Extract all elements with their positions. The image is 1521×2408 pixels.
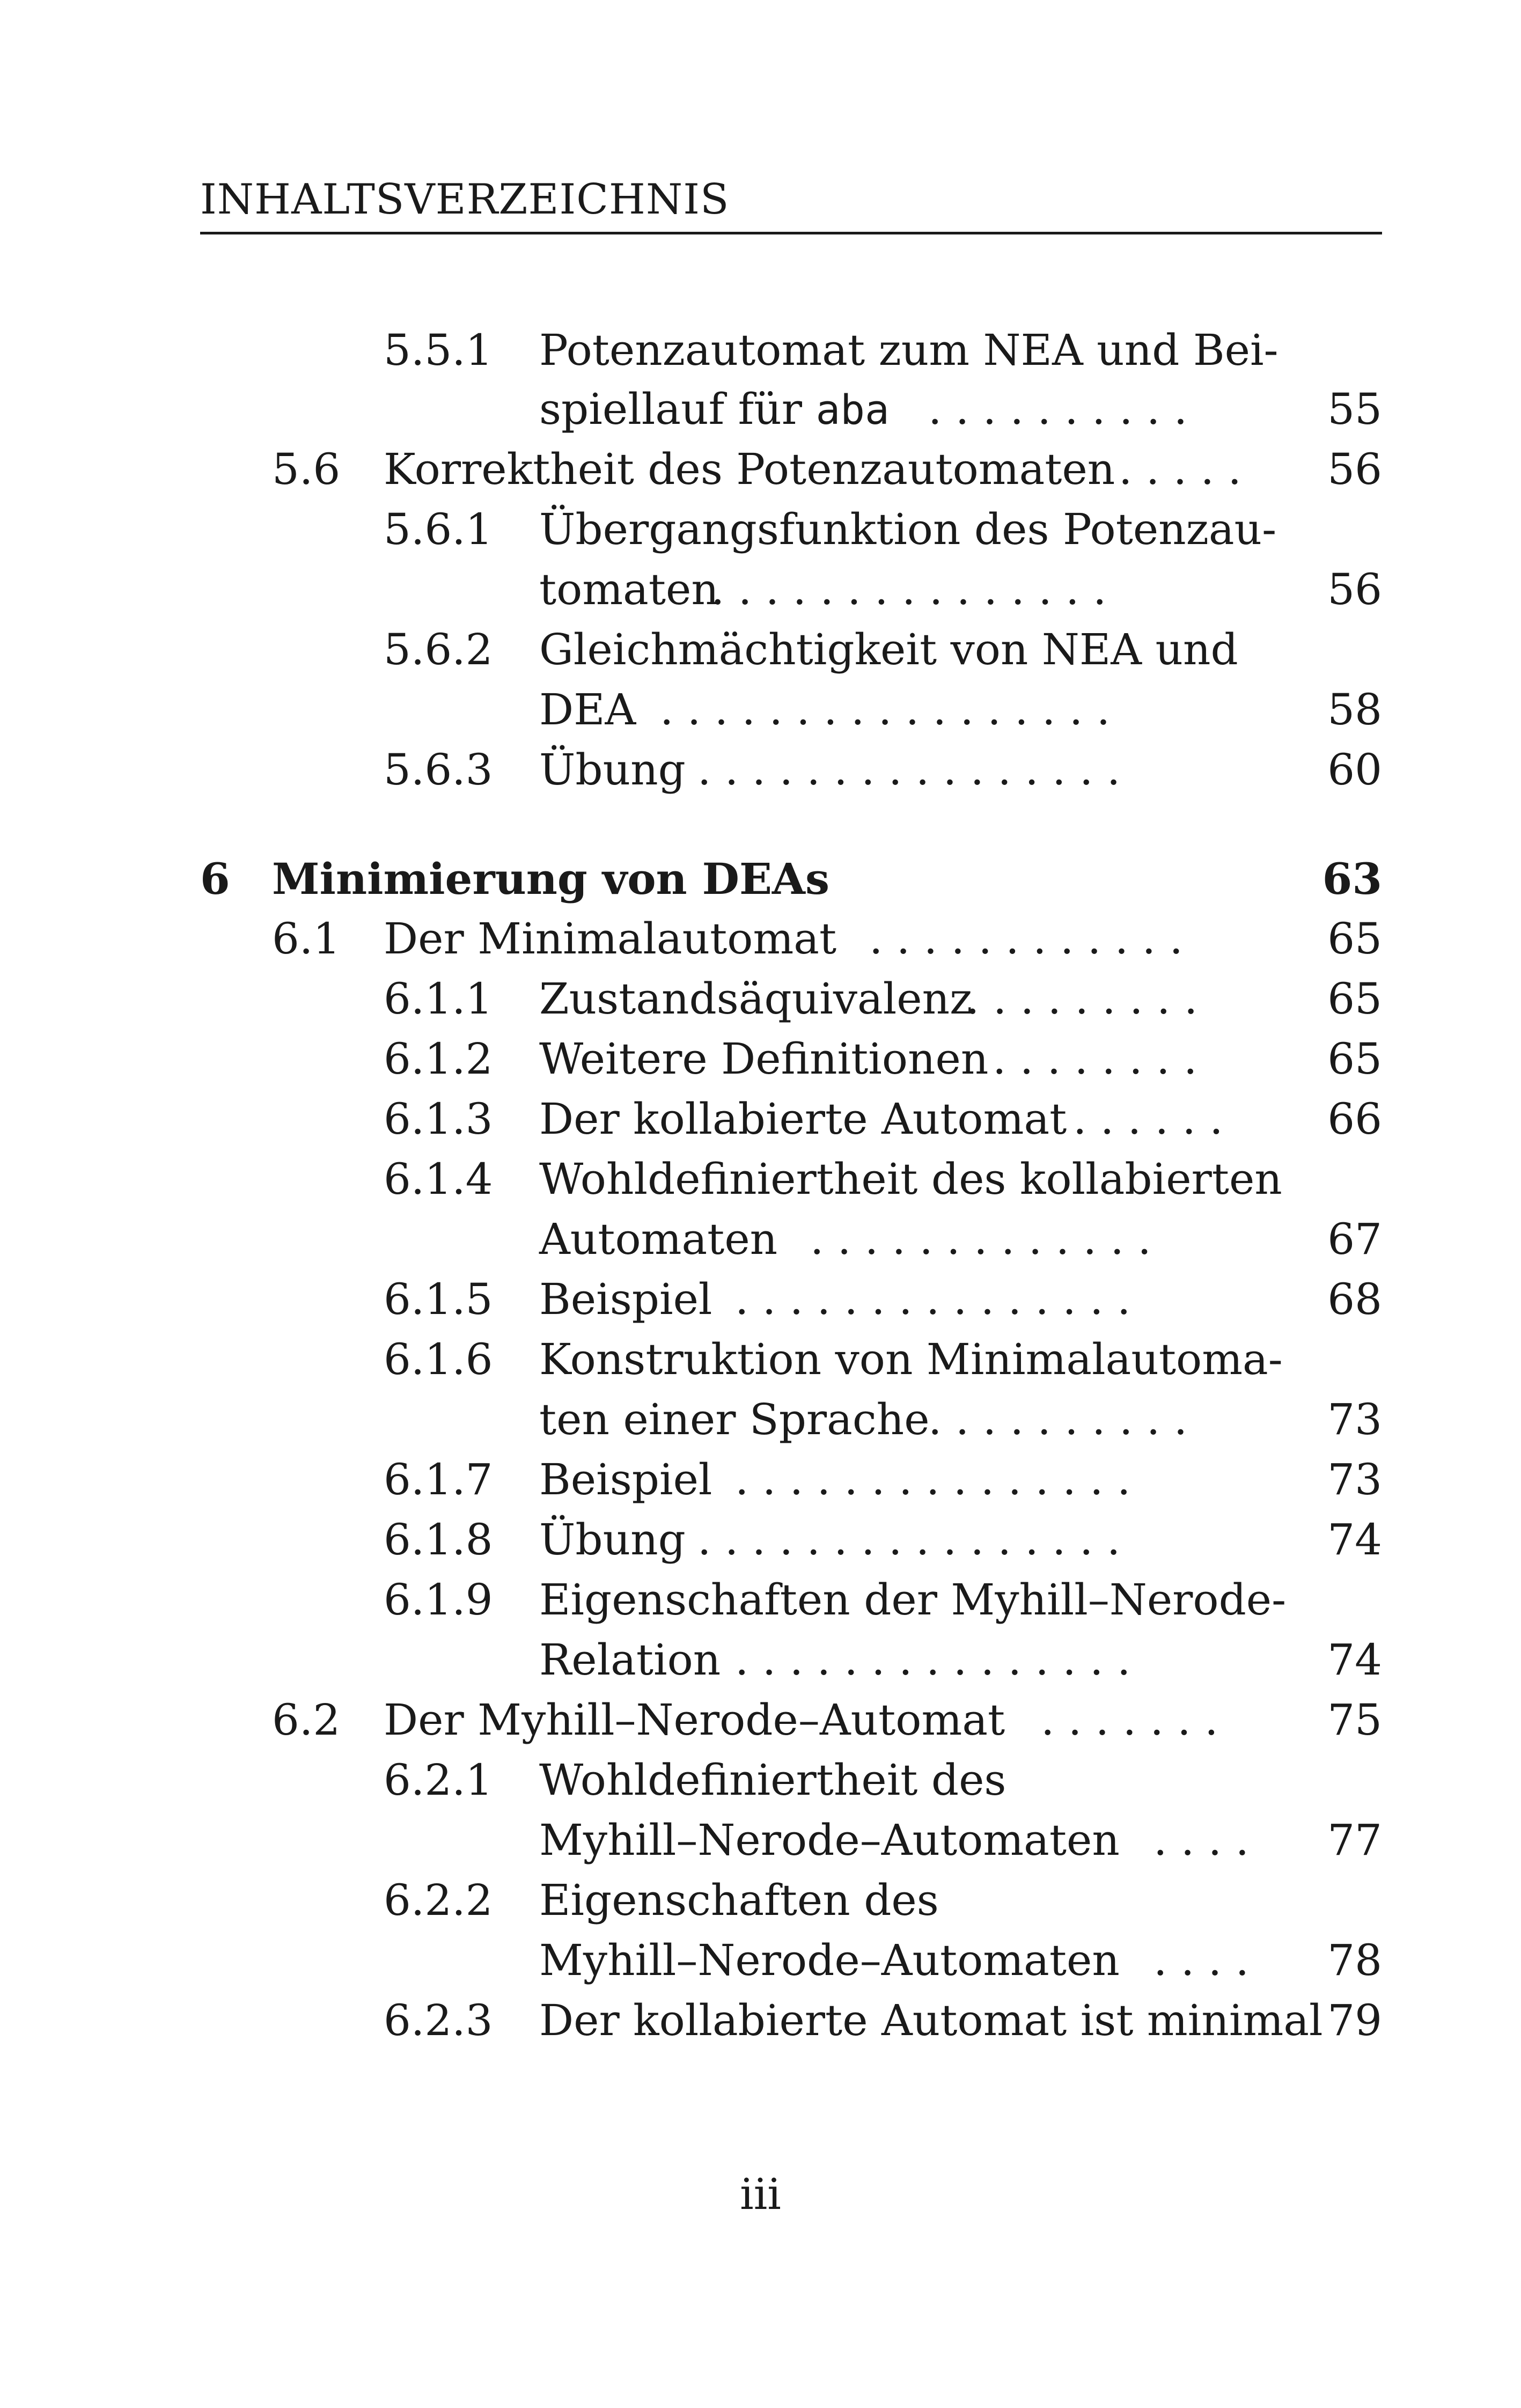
leader-dots: . . . . . . . . . . . . . . . bbox=[735, 1274, 1131, 1324]
toc-entry-5-6-3[interactable] bbox=[0, 743, 1521, 797]
section-number: 6.1.7 bbox=[384, 1455, 493, 1504]
toc-entry-6-1-9[interactable] bbox=[0, 1573, 1521, 1627]
toc-entry-5-6[interactable] bbox=[0, 443, 1521, 496]
leader-dots: . . . . . . . . . . . . . . . bbox=[735, 1455, 1131, 1504]
toc-entry-6-2[interactable] bbox=[0, 1693, 1521, 1747]
section-title-cont: ten einer Sprache bbox=[539, 1394, 930, 1444]
chapter-title: Minimierung von DEAs bbox=[272, 854, 830, 904]
header-title: INHALTSVERZEICHNIS bbox=[200, 175, 730, 224]
page-number: 65 bbox=[1327, 914, 1382, 964]
section-number: 5.6.2 bbox=[384, 625, 493, 674]
section-number: 6.1.8 bbox=[384, 1515, 493, 1565]
section-title: Der kollabierte Automat bbox=[539, 1094, 1067, 1144]
leader-dots: . . . . . . . . bbox=[993, 1034, 1197, 1084]
section-title-cont: spiellauf für bbox=[539, 384, 816, 434]
page-number: 73 bbox=[1327, 1394, 1382, 1444]
page-number: 56 bbox=[1327, 564, 1382, 614]
section-title: Wohldefiniertheit des bbox=[539, 1755, 1006, 1805]
toc-entry-5-6-1-cont[interactable] bbox=[0, 563, 1521, 616]
section-number: 6.1.3 bbox=[384, 1094, 493, 1144]
toc-entry-6-2-3[interactable] bbox=[0, 1994, 1521, 2047]
toc-entry-6-2-2[interactable] bbox=[0, 1874, 1521, 1927]
section-title-cont: Myhill–Nerode–Automaten bbox=[539, 1935, 1120, 1985]
section-title-cont: tomaten bbox=[539, 564, 719, 614]
section-number: 6.1.6 bbox=[384, 1334, 493, 1384]
leader-dots: . . . . . . . . . . . . . . . . bbox=[697, 1515, 1121, 1565]
toc-entry-5-5-1-cont[interactable] bbox=[0, 383, 1521, 436]
leader-dots: . . . . . . bbox=[1073, 1094, 1223, 1144]
section-title: Beispiel bbox=[539, 1274, 712, 1324]
page-number: 79 bbox=[1327, 1995, 1382, 2045]
page-number: 74 bbox=[1327, 1635, 1382, 1685]
section-title: Übergangsfunktion des Potenzau- bbox=[539, 504, 1277, 554]
section-number: 5.6.3 bbox=[384, 745, 493, 795]
page-number: 60 bbox=[1327, 745, 1382, 795]
toc-entry-6-2-2-cont[interactable] bbox=[0, 1934, 1521, 1987]
section-title: Korrektheit des Potenzautomaten bbox=[384, 444, 1115, 494]
section-title: Übung bbox=[539, 1515, 686, 1565]
leader-dots: . . . . . . . . . . . . . . . bbox=[711, 564, 1107, 614]
section-number: 6.1.2 bbox=[384, 1034, 493, 1084]
page-number: 68 bbox=[1327, 1274, 1382, 1324]
toc-entry-6-1-9-cont[interactable] bbox=[0, 1633, 1521, 1687]
leader-dots: . . . . . . . . . . . . . . . bbox=[735, 1635, 1131, 1685]
section-number: 6.2.2 bbox=[384, 1875, 493, 1925]
leader-dots: . . . . . bbox=[1119, 444, 1241, 494]
section-title: Der Minimalautomat bbox=[384, 914, 837, 964]
section-title: Zustandsäquivalenz bbox=[539, 974, 973, 1024]
leader-dots: . . . . . . . . . . bbox=[928, 384, 1188, 434]
section-title-cont: DEA bbox=[539, 685, 636, 735]
leader-dots: . . . . . . . . . . . . . . . . . bbox=[660, 685, 1111, 735]
section-number: 6.2.1 bbox=[384, 1755, 493, 1805]
toc-entry-6-1-3[interactable] bbox=[0, 1092, 1521, 1146]
section-title-cont: Relation bbox=[539, 1635, 721, 1685]
toc-entry-5-6-2-cont[interactable] bbox=[0, 683, 1521, 737]
toc-entry-5-6-2[interactable] bbox=[0, 623, 1521, 677]
section-number: 5.6 bbox=[272, 444, 341, 494]
page-number: 73 bbox=[1327, 1455, 1382, 1504]
leader-dots: . . . . bbox=[1153, 1815, 1250, 1865]
section-title: Gleichmächtigkeit von NEA und bbox=[539, 625, 1238, 674]
section-title: Konstruktion von Minimalautoma- bbox=[539, 1334, 1283, 1384]
page-number: 66 bbox=[1327, 1094, 1382, 1144]
toc-entry-6-1-6-cont[interactable] bbox=[0, 1393, 1521, 1447]
leader-dots: . . . . . . . . . . . . bbox=[869, 914, 1183, 964]
toc-entry-6-1-4-cont[interactable] bbox=[0, 1213, 1521, 1266]
page-number: 55 bbox=[1327, 384, 1382, 434]
section-title: Wohldefiniertheit des kollabierten bbox=[539, 1154, 1282, 1204]
section-title: Eigenschaften des bbox=[539, 1875, 939, 1925]
leader-dots: . . . . . . . . . bbox=[966, 974, 1198, 1024]
toc-entry-6-1-6[interactable] bbox=[0, 1333, 1521, 1386]
section-title: Weitere Definitionen bbox=[539, 1034, 989, 1084]
section-number: 6.1.9 bbox=[384, 1575, 493, 1625]
toc-chapter-6[interactable] bbox=[0, 852, 1521, 906]
page-number: 78 bbox=[1327, 1935, 1382, 1985]
section-number: 5.6.1 bbox=[384, 504, 493, 554]
toc-entry-6-1-4[interactable] bbox=[0, 1152, 1521, 1206]
toc-entry-6-1-1[interactable] bbox=[0, 972, 1521, 1026]
page-number: 65 bbox=[1327, 974, 1382, 1024]
leader-dots: . . . . . . . . . . bbox=[928, 1394, 1188, 1444]
section-number: 6.2 bbox=[272, 1695, 341, 1745]
leader-dots: . . . . . . . bbox=[1041, 1695, 1218, 1745]
section-title: Eigenschaften der Myhill–Nerode- bbox=[539, 1575, 1287, 1625]
page-number: 77 bbox=[1327, 1815, 1382, 1865]
section-title-cont: Myhill–Nerode–Automaten bbox=[539, 1815, 1120, 1865]
code-word: aba bbox=[815, 386, 890, 434]
section-number: 5.5.1 bbox=[384, 325, 493, 375]
page-footer-number: iii bbox=[740, 2169, 781, 2219]
page-number: 75 bbox=[1327, 1695, 1382, 1745]
chapter-number: 6 bbox=[200, 854, 230, 904]
toc-entry-5-5-1[interactable] bbox=[0, 324, 1521, 377]
leader-dots: . . . . . . . . . . . . . bbox=[810, 1214, 1151, 1264]
section-number: 6.1 bbox=[272, 914, 341, 964]
section-title: Der Myhill–Nerode–Automat bbox=[384, 1695, 1005, 1745]
section-title: Der kollabierte Automat ist minimal bbox=[539, 1995, 1323, 2045]
toc-entry-6-1-2[interactable] bbox=[0, 1032, 1521, 1086]
leader-dots: . . . . . . . . . . . . . . . . bbox=[697, 745, 1121, 795]
section-number: 6.1.5 bbox=[384, 1274, 493, 1324]
leader-dots: . . . . bbox=[1153, 1935, 1250, 1985]
section-title: Potenzautomat zum NEA und Bei- bbox=[539, 325, 1278, 375]
page-number: 74 bbox=[1327, 1515, 1382, 1565]
toc-entry-6-1-5[interactable] bbox=[0, 1273, 1521, 1326]
toc-entry-6-1[interactable] bbox=[0, 912, 1521, 966]
page-number: 58 bbox=[1327, 685, 1382, 735]
section-number: 6.1.4 bbox=[384, 1154, 493, 1204]
toc-entry-6-1-7[interactable] bbox=[0, 1453, 1521, 1507]
page-number: 65 bbox=[1327, 1034, 1382, 1084]
section-number: 6.1.1 bbox=[384, 974, 493, 1024]
section-title: Beispiel bbox=[539, 1455, 712, 1504]
toc-entry-5-6-1[interactable] bbox=[0, 503, 1521, 556]
toc-entry-6-2-1[interactable] bbox=[0, 1753, 1521, 1807]
page-number: 63 bbox=[1322, 854, 1382, 904]
toc-entry-6-1-8[interactable] bbox=[0, 1513, 1521, 1567]
section-title-cont: Automaten bbox=[539, 1214, 778, 1264]
page-number: 56 bbox=[1327, 444, 1382, 494]
toc-entry-6-2-1-cont[interactable] bbox=[0, 1814, 1521, 1867]
section-number: 6.2.3 bbox=[384, 1995, 493, 2045]
page-number: 67 bbox=[1327, 1214, 1382, 1264]
section-title: Übung bbox=[539, 745, 686, 795]
